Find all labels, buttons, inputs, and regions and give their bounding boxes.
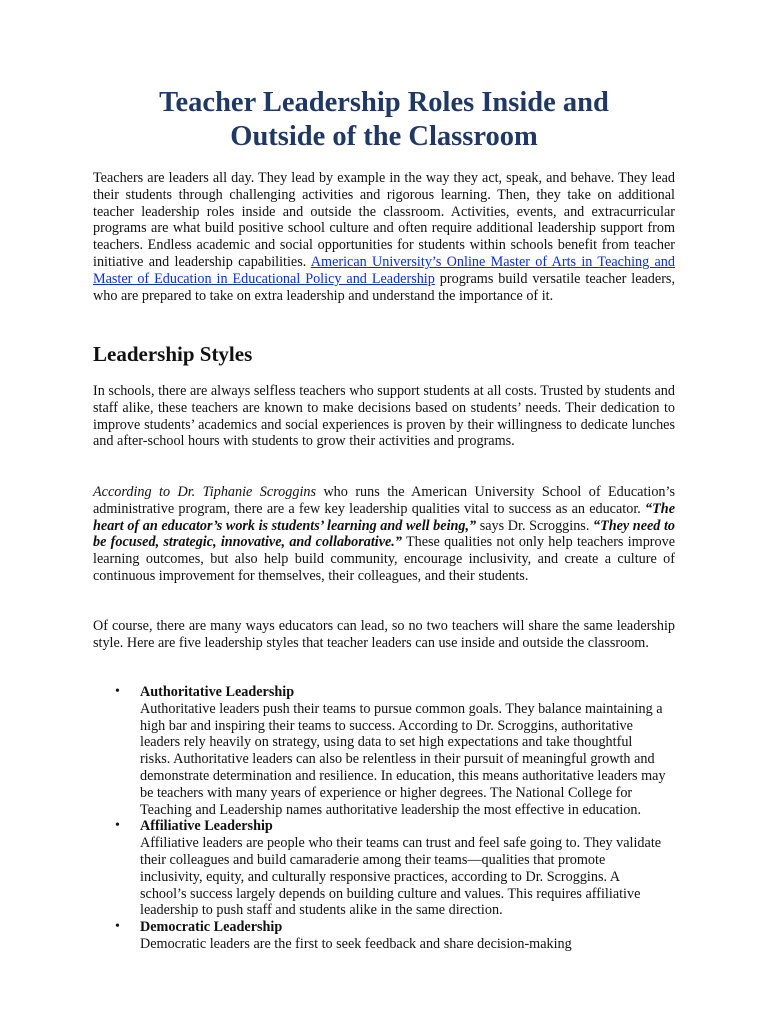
style-description: Affiliative leaders are people who their teams can trust and feel safe going to. They validate their colleagues and build camaraderie among their teams—qualities that promote inclusivity, equity, and culturally responsive practices, according to Dr. Scroggins. A school’s success largely depends on building culture and values. This requires affiliative leadership to push staff and students alike in the same direction.: [140, 835, 662, 919]
scroggins-text-2: says Dr. Scroggins.: [476, 517, 593, 534]
bullet-icon: •: [115, 919, 120, 935]
list-item: [93, 684, 675, 818]
title-line-1: Teacher Leadership Roles Inside and: [159, 87, 609, 118]
intro-text: Teachers are leaders all day. They lead by example in the way they act, speak, and behave. They lead their students through challenging activities and rigorous learning. Then, they take on additional teacher leadership roles inside and outside the classroom. Activities, events, and extracurricular programs are what build positive school culture and often require additional leadership support from teachers. Endless academic and social opportunities for students within schools benefit from teacher initiative and leadership capabilities.: [93, 170, 675, 270]
list-item: [93, 919, 675, 953]
intro-paragraph: [93, 170, 675, 304]
title-line-2: Outside of the Classroom: [230, 121, 538, 152]
intro-text-end: programs build versatile teacher leaders, who are prepared to take on extra leadership and understand the importance of it.: [93, 270, 675, 304]
scroggins-paragraph: [93, 484, 675, 585]
degree-program-link[interactable]: American University’s Online Master of Arts in Teaching and Master of Education in Educational Policy and Leadership: [93, 253, 675, 287]
style-title: Affiliative Leadership: [140, 818, 273, 835]
scroggins-quote-2: “They need to be focused, strategic, innovative, and collaborative.”: [93, 517, 676, 551]
scroggins-lead: According to Dr. Tiphanie Scroggins: [93, 484, 316, 500]
list-item: [93, 818, 675, 919]
style-description: Authoritative leaders push their teams to pursue common goals. They balance maintaining a high bar and inspiring their teams to success. According to Dr. Scroggins, authoritative leaders rely heavily on strategy, using data to set high expectations and take thoughtful risks. Authoritative leaders can also be relentless in their pursuit of meaningful growth and demonstrate determination and resilience. In education, this means authoritative leaders may be teachers with many years of experience or higher degrees. The National College for Teaching and Leadership names authoritative leadership the most effective in education.: [140, 700, 666, 818]
style-title: Democratic Leadership: [140, 919, 283, 936]
scroggins-text-3: These qualities not only help teachers improve learning outcomes, but also help build community, encourage inclusivity, and create a culture of continuous improvement for themselves, their colleagues, and their students.: [93, 534, 675, 584]
section-heading: Leadership Styles: [93, 342, 253, 366]
leadership-styles-list: [93, 684, 675, 953]
bullet-icon: •: [115, 818, 120, 834]
bullet-icon: •: [115, 684, 120, 699]
scroggins-text-1: who runs the American University School of Education’s administrative program, there are a few key leadership qualities vital to success as an educator.: [93, 484, 675, 517]
page-title: [93, 86, 675, 154]
scroggins-quote-1: “The heart of an educator’s work is students’ learning and well being,”: [93, 500, 675, 534]
selfless-teachers-paragraph: In schools, there are always selfless teachers who support students at all costs. Trusted by students and staff alike, these teachers are known to make decisions based on students’ needs. Their dedication to improve students’ academics and social experiences is proven by their willingness to dedicate lunches and after-school hours with students to grow their activities and programs.: [93, 383, 675, 450]
styles-intro-paragraph: Of course, there are many ways educators can lead, so no two teachers will share the same leadership style. Here are five leadership styles that teacher leaders can use inside and outside the classroom.: [93, 618, 675, 651]
style-title: Authoritative Leadership: [140, 684, 295, 700]
style-description: Democratic leaders are the first to seek feedback and share decision-making: [140, 935, 572, 952]
